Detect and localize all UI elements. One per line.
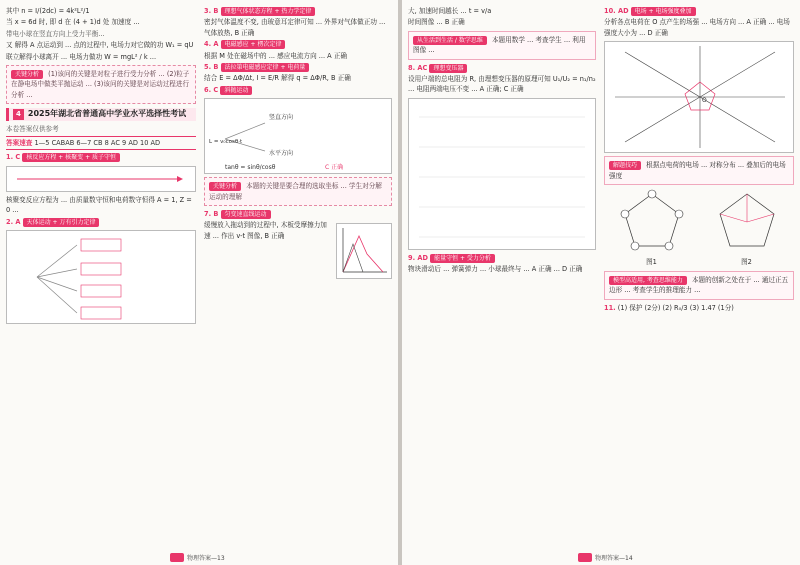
q11-label: 11. — [604, 303, 616, 312]
q2-label: 2. A — [6, 217, 21, 226]
section-note: 本卷答案仅供参考 — [6, 124, 59, 133]
q7-label: 7. B — [204, 210, 219, 219]
q10-text: 分析各点电荷在 O 点产生的场强 ... 电场方向 ... A 正确 ... 电场强度大小为 ... D 正确 — [604, 18, 790, 37]
publisher-logo-icon — [578, 553, 592, 562]
page-number-left: 物理答案—13 — [187, 555, 225, 562]
figure-2 — [712, 188, 782, 268]
q8-label: 8. AC — [408, 63, 428, 72]
left-footer — [170, 553, 225, 562]
origin-label: O — [702, 97, 707, 105]
label-vertical: 竖直方向 — [269, 114, 294, 122]
left-page — [0, 0, 398, 565]
text-line: 大, 加速时间越长 ... t = v/a — [408, 7, 492, 15]
tip-text: 本题用数学 ... 考查学生 ... 利用图像 ... — [413, 35, 586, 55]
figure-1-caption: 图1 — [646, 258, 657, 267]
feature-label: 模型高适用, 考查思维能力 — [609, 276, 687, 285]
right-page — [402, 0, 800, 565]
text-line: 当 x = 6d 时, 即 d 在 (4 + 1)d 处 加速度 ... — [6, 18, 140, 27]
q3-label: 3. B — [204, 7, 219, 15]
figure-2-caption: 图2 — [741, 258, 752, 267]
question-2 — [6, 217, 196, 227]
figure-1 — [617, 188, 687, 268]
question-9 — [408, 253, 596, 263]
orbit-derivation-diagram — [6, 230, 196, 324]
text-line: 时间图像 ... B 正确 — [408, 18, 465, 27]
text-line: 又 解得 A 点运动到 ... 点的过程中, 电场力对它做的功 W₁ = qU — [6, 41, 194, 50]
question-5 — [204, 62, 392, 72]
question-11 — [604, 303, 794, 313]
tip-text: 本题的关键是要合理的选取坐标 ... 学生对分解运动的理解 — [209, 182, 382, 201]
question-4 — [204, 39, 392, 49]
q3-text: 密封气体温度不变, 由玻意耳定律可知 ... 外界对气体做正功 ... 气体放热, B 正确 — [204, 18, 386, 37]
section-header — [6, 108, 196, 120]
solving-tip-box — [604, 156, 794, 185]
q1-text: 核聚变反应方程为 ... 由质量数守恒和电荷数守恒得 A = 1, Z = 0 ... — [6, 195, 192, 215]
question-7 — [204, 209, 392, 219]
q9-label: 9. AD — [408, 253, 428, 262]
text-line: 带电小球在竖直方向上受力平衡... — [6, 29, 105, 38]
q8-derivation-area — [408, 98, 596, 250]
q5-label: 5. B — [204, 63, 219, 72]
answers-text: 1—5 CABAB 6—7 CB 8 AC 9 AD 10 AD — [34, 139, 161, 148]
text-line: 其中 n = I/(2dc) = 4k²L²/1 — [6, 7, 90, 15]
vector-svg — [605, 42, 793, 152]
page-number-right: 物理答案—14 — [595, 555, 633, 562]
tip-label: 关键分析 — [11, 70, 43, 79]
q1-tag: 核反应方程 + 核聚变 + 质子守恒 — [22, 153, 120, 162]
answer-key — [6, 136, 196, 150]
q1-label: 1. C — [6, 153, 21, 162]
q4-text: 根据 M 处在磁场中的 ... 感应电流方向 ... A 正确 — [204, 51, 347, 60]
question-3 — [204, 6, 392, 16]
reaction-diagram — [6, 166, 196, 192]
pentagon-figure-1-svg — [617, 188, 687, 254]
projectile-diagram — [204, 98, 392, 174]
q7-tag: 匀变速直线运动 — [221, 210, 271, 219]
tip-head: 从生活到生活 / 数学思维 — [413, 36, 487, 45]
vt-graph — [336, 223, 392, 279]
right-column-1 — [408, 6, 596, 276]
text-line: 联立解得小球离开 ... 电场力做功 W = mgL² / k ... — [6, 52, 157, 61]
key-analysis-box-2 — [204, 177, 392, 206]
q7-text: 缓慢放入拖动到的过程中, 木板受摩擦力加速 ... 作出 v-t 图像, B 正确 — [204, 221, 327, 240]
publisher-logo-icon — [170, 553, 184, 562]
section-title: 2025年湖北省普通高中学业水平选择性考试 — [27, 109, 187, 119]
q10-tag: 电场 + 电场强度叠加 — [631, 7, 696, 16]
q5-tag: 法拉第电磁感应定律 + 电荷量 — [221, 63, 310, 72]
label-answer: C 正确 — [325, 164, 344, 172]
q4-tag: 电磁感应 + 楞次定律 — [221, 40, 286, 49]
label-horizontal: 水平方向 — [269, 150, 294, 158]
q10-label: 10. AD — [604, 7, 629, 15]
field-vector-diagram — [604, 41, 794, 153]
q9-text: 物块滑动后 ... 弹簧弹力 ... 小球最终与 ... A 正确 ... D 正确 — [408, 265, 583, 274]
q4-label: 4. A — [204, 40, 219, 49]
projectile-svg — [205, 99, 391, 173]
left-column-2 — [204, 6, 392, 282]
pentagon-figure-2-svg — [712, 188, 782, 254]
tip-label: 解题技巧 — [609, 161, 641, 170]
feature-box — [604, 271, 794, 300]
question-6 — [204, 85, 392, 95]
right-footer — [578, 553, 633, 562]
q3-tag: 理想气体状态方程 + 热力学定律 — [221, 7, 316, 16]
pentagon-figures — [604, 188, 794, 268]
label-tan: tanθ = sinθ/cosθ — [225, 164, 276, 172]
tip-text: (1)该问的关键是对粒子进行受力分析 ... (2)粒子在静电场中做类平抛运动 ... (3)该问的关键是对运动过程进行分析 ... — [11, 70, 190, 99]
question-8 — [408, 63, 596, 73]
q9-tag: 能量守恒 + 受力分析 — [430, 254, 495, 263]
tip-box — [408, 31, 596, 60]
q8-derivation-svg — [409, 99, 595, 249]
right-column-2 — [604, 6, 794, 314]
reaction-arrow-svg — [7, 167, 195, 191]
feature-text: 本题的创新之处在于 ... 通过正五边形 ... 考查学生的推理能力 ... — [609, 275, 789, 295]
tip-text: 根据点电荷的电场 ... 对称分布 ... 叠加后的电场强度 — [609, 161, 786, 180]
derivation-tree-svg — [7, 231, 195, 323]
question-1 — [6, 152, 196, 162]
answers-label: 答案速查 — [6, 139, 33, 148]
q8-tag: 理想变压器 — [429, 64, 467, 73]
vt-graph-svg — [337, 224, 391, 278]
q8-text: 设用户端的总电阻为 R, 由理想变压器的原理可知 U₁/U₂ = n₁/n₂ ... 电阻两端电压不变 ... A 正确; C 正确 — [408, 75, 596, 94]
q5-text: 结合 E = ΔΦ/Δt, I = E/R 解得 q = ΔΦ/R, B 正确 — [204, 74, 351, 83]
question-10 — [604, 6, 794, 16]
q6-label: 6. C — [204, 85, 219, 94]
q7-body — [204, 220, 392, 282]
section-number: 4 — [13, 109, 24, 119]
q6-tag: 斜抛运动 — [220, 86, 252, 95]
q11-text: (1) 保护 (2分) (2) R₀/3 (3) 1.47 (1分) — [617, 303, 734, 312]
left-column-1 — [6, 6, 196, 327]
label-distance: L = v₀cosθ·t — [209, 139, 243, 146]
key-analysis-box — [6, 65, 196, 104]
tip-label: 关键分析 — [209, 182, 241, 191]
q2-tag: 天体运动 + 万有引力定律 — [23, 218, 100, 227]
